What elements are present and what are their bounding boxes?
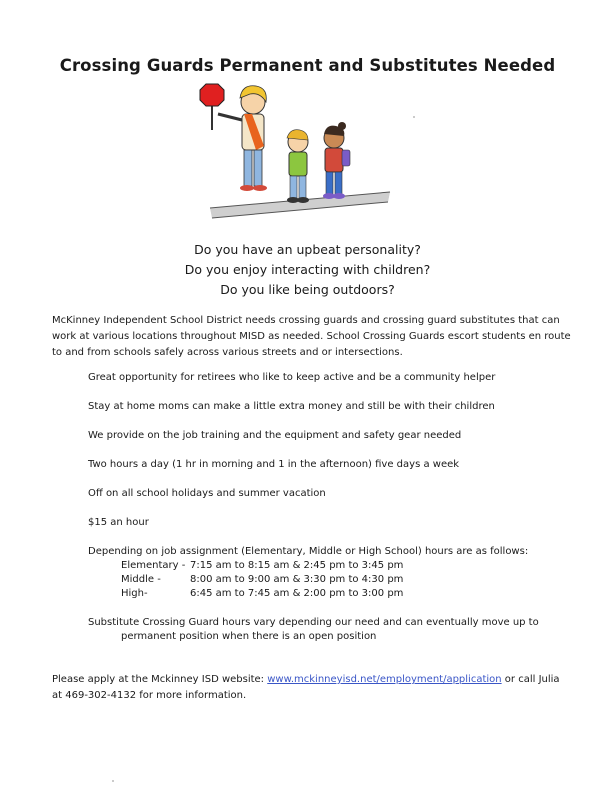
schedule-level: Elementary -: [121, 560, 186, 571]
benefit-line: We provide on the job training and the equipment and safety gear needed: [88, 430, 462, 441]
pay-rate: $15 an hour: [88, 517, 149, 528]
intro-paragraph: McKinney Independent School District needs crossing guards and crossing guard substitutes that can work at various locations throughout MISD as needed. School Crossing Guards escort students en route to and from schools safely across various streets and or intersections.: [52, 315, 571, 358]
hours-intro: Depending on job assignment (Elementary, Middle or High School) hours are as follows:: [88, 546, 529, 557]
question-list: [0, 240, 615, 300]
question-line: Do you like being outdoors?: [220, 282, 395, 297]
schedule-hours: 7:15 am to 8:15 am & 2:45 pm to 3:45 pm: [190, 560, 404, 571]
page-title: Crossing Guards Permanent and Substitutes Needed: [59, 56, 556, 75]
scan-speck: [112, 780, 114, 782]
apply-paragraph: [52, 672, 572, 704]
child-figure-icon: [323, 122, 350, 199]
scan-speck: [413, 116, 415, 118]
schedule-level: Middle -: [121, 574, 161, 585]
apply-text: or call Julia at 469-302-4132 for more information.: [52, 674, 560, 701]
benefit-line: Off on all school holidays and summer vacation: [88, 488, 326, 499]
question-line: Do you have an upbeat personality?: [194, 242, 421, 257]
stop-sign-icon: [200, 84, 224, 130]
benefit-line: Great opportunity for retirees who like to keep active and be a community helper: [88, 372, 496, 383]
crossing-guard-figure-icon: [218, 86, 267, 191]
application-link[interactable]: www.mckinneyisd.net/employment/application: [267, 674, 502, 685]
substitute-line: Substitute Crossing Guard hours vary depending our need and can eventually move up to: [88, 617, 539, 628]
schedule-hours: 8:00 am to 9:00 am & 3:30 pm to 4:30 pm: [190, 574, 404, 585]
benefit-line: Two hours a day (1 hr in morning and 1 in the afternoon) five days a week: [88, 459, 460, 470]
apply-text: Please apply at the Mckinney ISD website:: [52, 674, 268, 685]
question-line: Do you enjoy interacting with children?: [184, 262, 431, 277]
schedule-hours: 6:45 am to 7:45 am & 2:00 pm to 3:00 pm: [190, 588, 404, 599]
crossing-guard-illustration: [190, 80, 430, 225]
benefit-line: Stay at home moms can make a little extra money and still be with their children: [88, 401, 495, 412]
child-figure-icon: [287, 130, 309, 203]
schedule-level: High-: [121, 588, 148, 599]
substitute-line: permanent position when there is an open position: [121, 631, 377, 642]
